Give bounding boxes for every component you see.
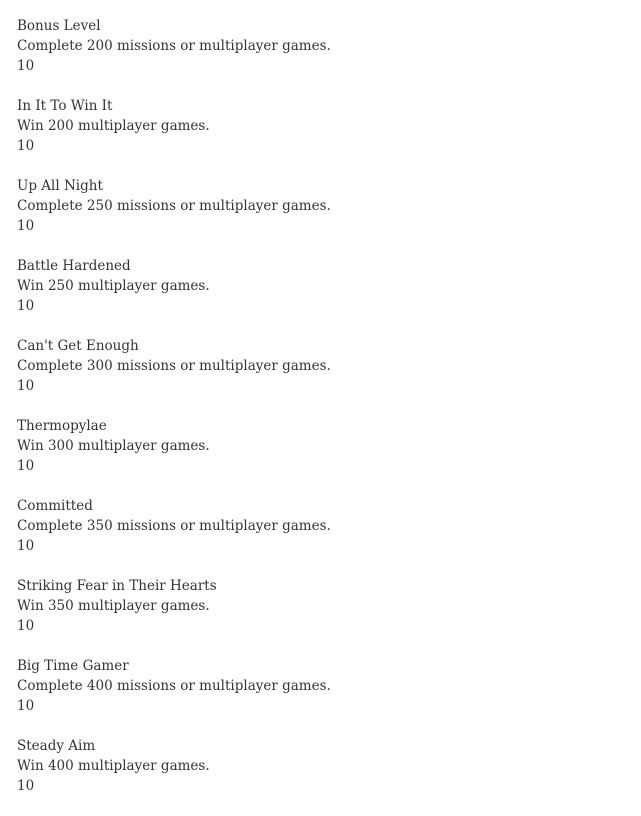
achievement-points: 10 — [17, 218, 35, 234]
achievement-entry — [17, 16, 641, 96]
achievement-description: Complete 200 missions or multiplayer games. — [17, 38, 331, 54]
achievement-title: Thermopylae — [17, 418, 107, 434]
achievement-entry — [17, 96, 641, 176]
achievement-entry — [17, 336, 641, 416]
achievement-points: 10 — [17, 298, 35, 314]
achievement-description: Win 400 multiplayer games. — [17, 758, 210, 774]
achievement-description: Win 350 multiplayer games. — [17, 598, 210, 614]
achievement-title: Big Time Gamer — [17, 658, 129, 674]
achievement-entry — [17, 496, 641, 576]
achievement-title: Striking Fear in Their Hearts — [17, 578, 217, 594]
achievement-title: Bonus Level — [17, 18, 101, 34]
achievement-points: 10 — [17, 458, 35, 474]
achievement-description: Complete 400 missions or multiplayer games. — [17, 678, 331, 694]
achievement-title: Battle Hardened — [17, 258, 131, 274]
achievement-title: Can't Get Enough — [17, 338, 139, 354]
achievement-description: Complete 250 missions or multiplayer games. — [17, 198, 331, 214]
achievement-points: 10 — [17, 698, 35, 714]
achievement-description: Win 200 multiplayer games. — [17, 118, 210, 134]
achievement-points: 10 — [17, 378, 35, 394]
achievement-title: Steady Aim — [17, 738, 96, 754]
achievement-entry — [17, 176, 641, 256]
achievement-title: In It To Win It — [17, 98, 113, 114]
achievement-points: 10 — [17, 138, 35, 154]
achievement-points: 10 — [17, 538, 35, 554]
achievement-points: 10 — [17, 778, 35, 794]
achievement-entry — [17, 736, 641, 816]
achievement-title: Committed — [17, 498, 93, 514]
achievement-description: Win 250 multiplayer games. — [17, 278, 210, 294]
achievement-points: 10 — [17, 618, 35, 634]
achievement-entry — [17, 656, 641, 736]
achievement-points: 10 — [17, 58, 35, 74]
achievement-description: Win 300 multiplayer games. — [17, 438, 210, 454]
achievement-entry — [17, 576, 641, 656]
achievement-title: Up All Night — [17, 178, 103, 194]
achievement-description: Complete 350 missions or multiplayer games. — [17, 518, 331, 534]
achievement-description: Complete 300 missions or multiplayer games. — [17, 358, 331, 374]
achievement-entry — [17, 416, 641, 496]
achievement-entry — [17, 256, 641, 336]
